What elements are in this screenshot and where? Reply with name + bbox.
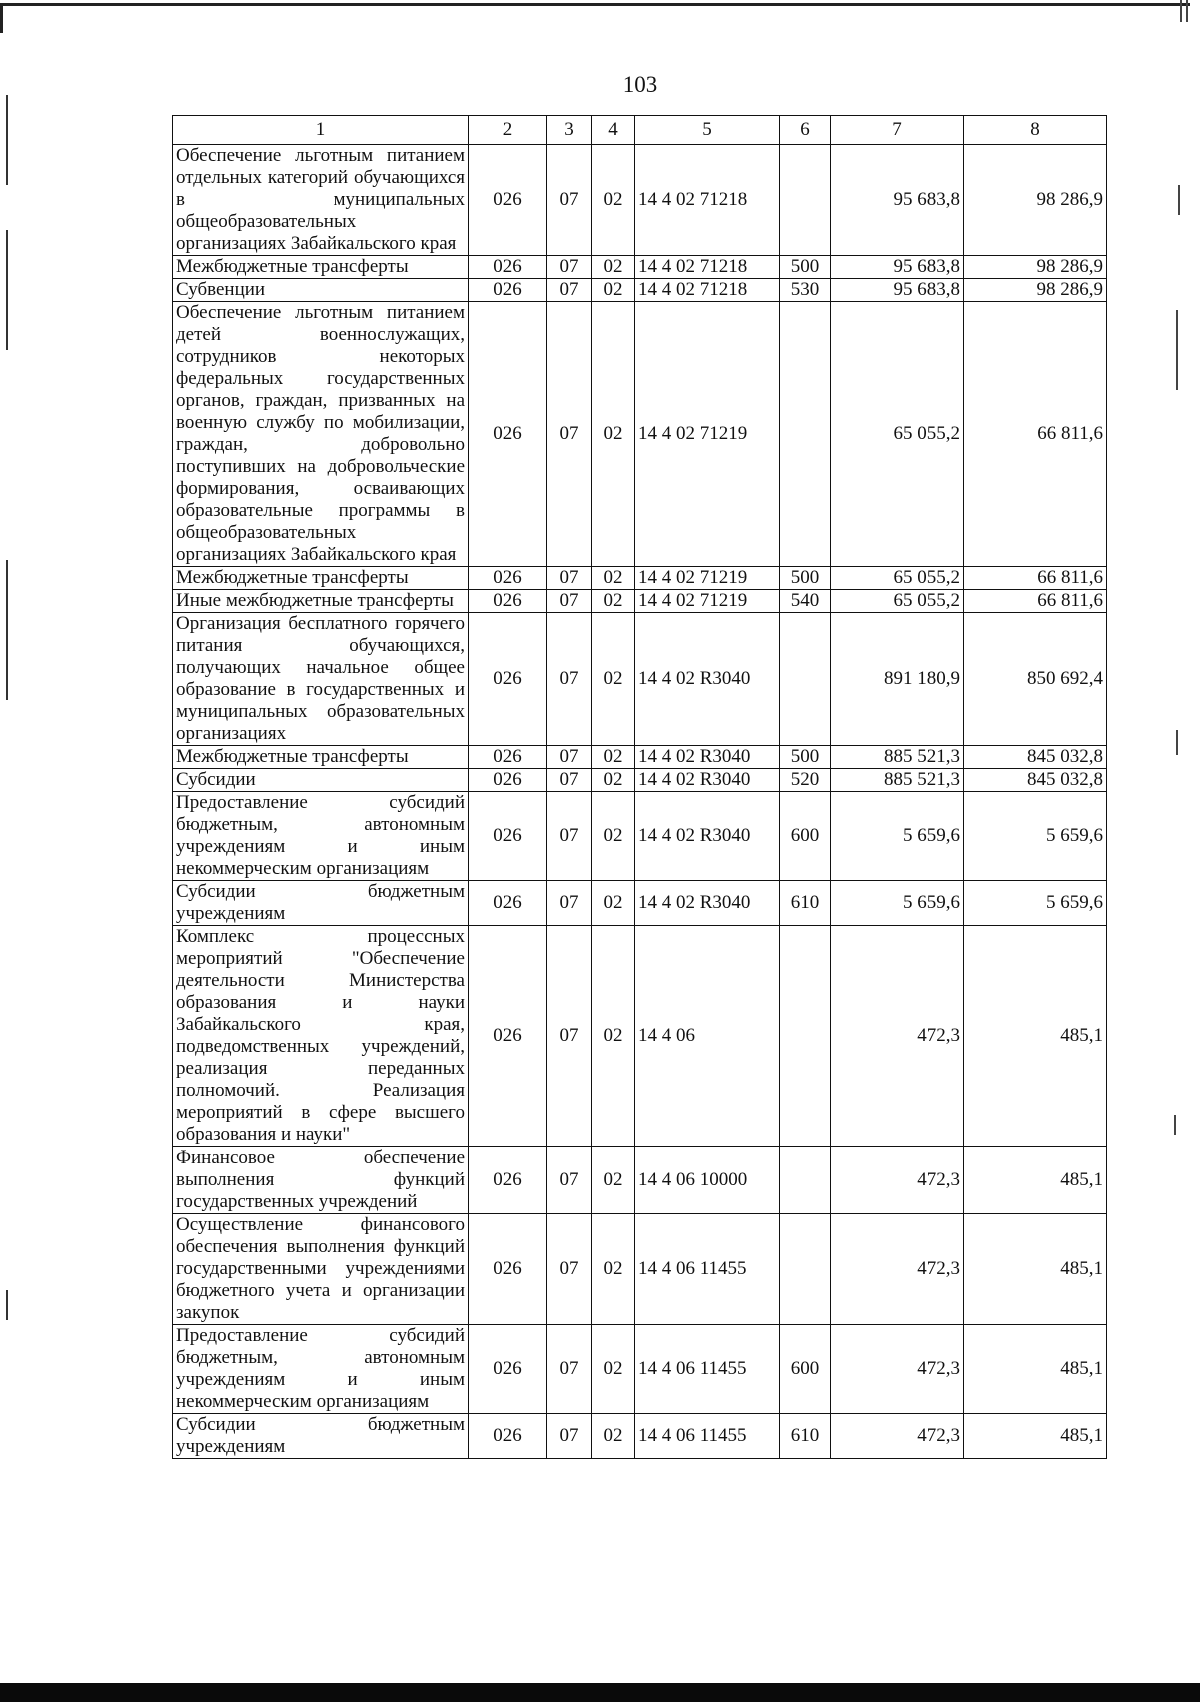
cell-amount-year-2: 485,1: [964, 926, 1107, 1147]
cell-name: Межбюджетные трансферты: [173, 746, 469, 769]
table-row: [173, 1325, 1107, 1414]
cell-section: 07: [547, 279, 592, 302]
page-number: 103: [622, 72, 658, 97]
cell-expense-type: [780, 1214, 831, 1325]
cell-section: 07: [547, 769, 592, 792]
cell-subsection: 02: [592, 769, 635, 792]
scan-artifact-right: [1176, 730, 1178, 755]
cell-name: Предоставление субсидий бюджетным, автономным учреждениям и иным некоммерческим организациям: [173, 1325, 469, 1414]
cell-amount-year-2: 5 659,6: [964, 881, 1107, 926]
cell-target-article: 14 4 06 11455: [635, 1214, 780, 1325]
cell-gr-code: 026: [469, 1414, 547, 1459]
table-row: [173, 792, 1107, 881]
cell-gr-code: 026: [469, 613, 547, 746]
cell-expense-type: 520: [780, 769, 831, 792]
column-header-4: 4: [592, 116, 635, 145]
cell-amount-year-1: 885 521,3: [831, 769, 964, 792]
cell-amount-year-2: 485,1: [964, 1414, 1107, 1459]
table-row: [173, 926, 1107, 1147]
scan-artifact-right: [1174, 1115, 1176, 1135]
cell-name: Обеспечение льготным питанием детей военнослужащих, сотрудников некоторых федеральных государственных органов, граждан, призванных на военную службу по мобилизации, граждан, добровольно поступивших на добровольческие формирования, осваивающих образовательные программы в общеобразовательных организациях Забайкальского края: [173, 302, 469, 567]
column-header-6: 6: [780, 116, 831, 145]
table-body: [173, 145, 1107, 1459]
scan-artifact-right: [1176, 310, 1178, 390]
cell-subsection: 02: [592, 256, 635, 279]
cell-section: 07: [547, 1325, 592, 1414]
cell-amount-year-1: 95 683,8: [831, 145, 964, 256]
cell-section: 07: [547, 926, 592, 1147]
cell-amount-year-2: 98 286,9: [964, 256, 1107, 279]
cell-amount-year-2: 98 286,9: [964, 279, 1107, 302]
cell-amount-year-1: 95 683,8: [831, 279, 964, 302]
scan-artifact-left: [6, 560, 8, 700]
cell-expense-type: 610: [780, 881, 831, 926]
cell-expense-type: 500: [780, 567, 831, 590]
cell-amount-year-1: 885 521,3: [831, 746, 964, 769]
column-header-8: 8: [964, 116, 1107, 145]
cell-expense-type: [780, 926, 831, 1147]
cell-name: Осуществление финансового обеспечения выполнения функций государственными учреждениями бюджетного учета и организации закупок: [173, 1214, 469, 1325]
cell-target-article: 14 4 02 R3040: [635, 881, 780, 926]
cell-name: Комплекс процессных мероприятий "Обеспечение деятельности Министерства образования и науки Забайкальского края, подведомственных учреждений, реализация переданных полномочий. Реализация мероприятий в сфере высшего образования и науки": [173, 926, 469, 1147]
cell-subsection: 02: [592, 792, 635, 881]
cell-expense-type: 610: [780, 1414, 831, 1459]
cell-amount-year-1: 95 683,8: [831, 256, 964, 279]
cell-expense-type: 530: [780, 279, 831, 302]
cell-section: 07: [547, 613, 592, 746]
cell-amount-year-2: 485,1: [964, 1147, 1107, 1214]
header-row: [173, 116, 1107, 145]
cell-gr-code: 026: [469, 926, 547, 1147]
table-row: [173, 256, 1107, 279]
table-row: [173, 1414, 1107, 1459]
cell-target-article: 14 4 02 R3040: [635, 769, 780, 792]
cell-subsection: 02: [592, 567, 635, 590]
cell-amount-year-1: 5 659,6: [831, 881, 964, 926]
cell-subsection: 02: [592, 302, 635, 567]
cell-subsection: 02: [592, 1325, 635, 1414]
cell-name: Обеспечение льготным питанием отдельных категорий обучающихся в муниципальных общеобразовательных организациях Забайкальского края: [173, 145, 469, 256]
cell-target-article: 14 4 02 71218: [635, 279, 780, 302]
table-row: [173, 590, 1107, 613]
table-row: [173, 746, 1107, 769]
cell-amount-year-1: 472,3: [831, 1325, 964, 1414]
cell-target-article: 14 4 02 71218: [635, 256, 780, 279]
cell-target-article: 14 4 06: [635, 926, 780, 1147]
cell-name: Субсидии бюджетным учреждениям: [173, 1414, 469, 1459]
cell-expense-type: 600: [780, 792, 831, 881]
cell-amount-year-2: 98 286,9: [964, 145, 1107, 256]
cell-amount-year-1: 472,3: [831, 1214, 964, 1325]
table-row: [173, 279, 1107, 302]
cell-target-article: 14 4 02 71219: [635, 302, 780, 567]
cell-section: 07: [547, 746, 592, 769]
cell-target-article: 14 4 02 R3040: [635, 746, 780, 769]
cell-section: 07: [547, 881, 592, 926]
column-header-2: 2: [469, 116, 547, 145]
cell-section: 07: [547, 792, 592, 881]
cell-gr-code: 026: [469, 145, 547, 256]
cell-target-article: 14 4 02 R3040: [635, 792, 780, 881]
cell-amount-year-2: 850 692,4: [964, 613, 1107, 746]
cell-gr-code: 026: [469, 1325, 547, 1414]
column-header-7: 7: [831, 116, 964, 145]
cell-name: Межбюджетные трансферты: [173, 567, 469, 590]
cell-subsection: 02: [592, 926, 635, 1147]
scan-artifact-left: [6, 230, 8, 350]
scan-artifact-left: [6, 95, 8, 185]
cell-name: Субвенции: [173, 279, 469, 302]
cell-amount-year-1: 472,3: [831, 1414, 964, 1459]
table-row: [173, 145, 1107, 256]
cell-amount-year-1: 472,3: [831, 926, 964, 1147]
cell-subsection: 02: [592, 279, 635, 302]
column-header-3: 3: [547, 116, 592, 145]
cell-amount-year-2: 845 032,8: [964, 769, 1107, 792]
cell-name: Межбюджетные трансферты: [173, 256, 469, 279]
cell-expense-type: [780, 145, 831, 256]
table-row: [173, 769, 1107, 792]
cell-subsection: 02: [592, 145, 635, 256]
scan-border-bottom: [0, 1683, 1200, 1702]
cell-target-article: 14 4 06 11455: [635, 1325, 780, 1414]
cell-gr-code: 026: [469, 746, 547, 769]
cell-target-article: 14 4 02 71219: [635, 590, 780, 613]
cell-expense-type: [780, 613, 831, 746]
cell-expense-type: [780, 302, 831, 567]
cell-gr-code: 026: [469, 1214, 547, 1325]
cell-gr-code: 026: [469, 279, 547, 302]
cell-gr-code: 026: [469, 769, 547, 792]
budget-table: [172, 115, 1107, 1459]
cell-gr-code: 026: [469, 302, 547, 567]
table-row: [173, 1214, 1107, 1325]
cell-name: Организация бесплатного горячего питания обучающихся, получающих начальное общее образование в государственных и муниципальных образовательных организациях: [173, 613, 469, 746]
table-row: [173, 613, 1107, 746]
cell-amount-year-1: 65 055,2: [831, 590, 964, 613]
cell-amount-year-2: 485,1: [964, 1325, 1107, 1414]
cell-amount-year-1: 5 659,6: [831, 792, 964, 881]
column-header-5: 5: [635, 116, 780, 145]
cell-name: Финансовое обеспечение выполнения функций государственных учреждений: [173, 1147, 469, 1214]
table-row: [173, 1147, 1107, 1214]
cell-amount-year-2: 5 659,6: [964, 792, 1107, 881]
cell-gr-code: 026: [469, 590, 547, 613]
column-header-1: 1: [173, 116, 469, 145]
cell-name: Иные межбюджетные трансферты: [173, 590, 469, 613]
cell-amount-year-1: 65 055,2: [831, 567, 964, 590]
cell-amount-year-2: 66 811,6: [964, 302, 1107, 567]
cell-section: 07: [547, 256, 592, 279]
cell-gr-code: 026: [469, 792, 547, 881]
cell-gr-code: 026: [469, 1147, 547, 1214]
cell-expense-type: [780, 1147, 831, 1214]
cell-section: 07: [547, 1414, 592, 1459]
cell-amount-year-2: 66 811,6: [964, 567, 1107, 590]
scan-border-corner: [0, 3, 3, 33]
table-row: [173, 567, 1107, 590]
cell-amount-year-1: 891 180,9: [831, 613, 964, 746]
cell-subsection: 02: [592, 881, 635, 926]
cell-subsection: 02: [592, 746, 635, 769]
cell-name: Субсидии бюджетным учреждениям: [173, 881, 469, 926]
cell-subsection: 02: [592, 1147, 635, 1214]
cell-expense-type: 600: [780, 1325, 831, 1414]
scan-artifact-right: [1186, 0, 1188, 22]
cell-section: 07: [547, 302, 592, 567]
cell-amount-year-1: 65 055,2: [831, 302, 964, 567]
scan-artifact-right: [1180, 0, 1182, 22]
cell-target-article: 14 4 02 71218: [635, 145, 780, 256]
cell-amount-year-1: 472,3: [831, 1147, 964, 1214]
cell-subsection: 02: [592, 613, 635, 746]
cell-gr-code: 026: [469, 881, 547, 926]
cell-section: 07: [547, 567, 592, 590]
cell-target-article: 14 4 02 71219: [635, 567, 780, 590]
scan-border-top: [0, 3, 1190, 6]
cell-target-article: 14 4 02 R3040: [635, 613, 780, 746]
cell-amount-year-2: 845 032,8: [964, 746, 1107, 769]
cell-expense-type: 500: [780, 746, 831, 769]
table-row: [173, 302, 1107, 567]
cell-expense-type: 540: [780, 590, 831, 613]
cell-gr-code: 026: [469, 567, 547, 590]
cell-amount-year-2: 66 811,6: [964, 590, 1107, 613]
cell-subsection: 02: [592, 1214, 635, 1325]
cell-gr-code: 026: [469, 256, 547, 279]
cell-expense-type: 500: [780, 256, 831, 279]
cell-target-article: 14 4 06 10000: [635, 1147, 780, 1214]
cell-subsection: 02: [592, 590, 635, 613]
cell-name: Предоставление субсидий бюджетным, автономным учреждениям и иным некоммерческим организациям: [173, 792, 469, 881]
cell-name: Субсидии: [173, 769, 469, 792]
cell-amount-year-2: 485,1: [964, 1214, 1107, 1325]
cell-section: 07: [547, 590, 592, 613]
cell-subsection: 02: [592, 1414, 635, 1459]
cell-section: 07: [547, 1147, 592, 1214]
table-row: [173, 881, 1107, 926]
cell-section: 07: [547, 1214, 592, 1325]
scan-artifact-left: [6, 1290, 8, 1320]
scan-artifact-right: [1178, 185, 1180, 215]
cell-target-article: 14 4 06 11455: [635, 1414, 780, 1459]
cell-section: 07: [547, 145, 592, 256]
